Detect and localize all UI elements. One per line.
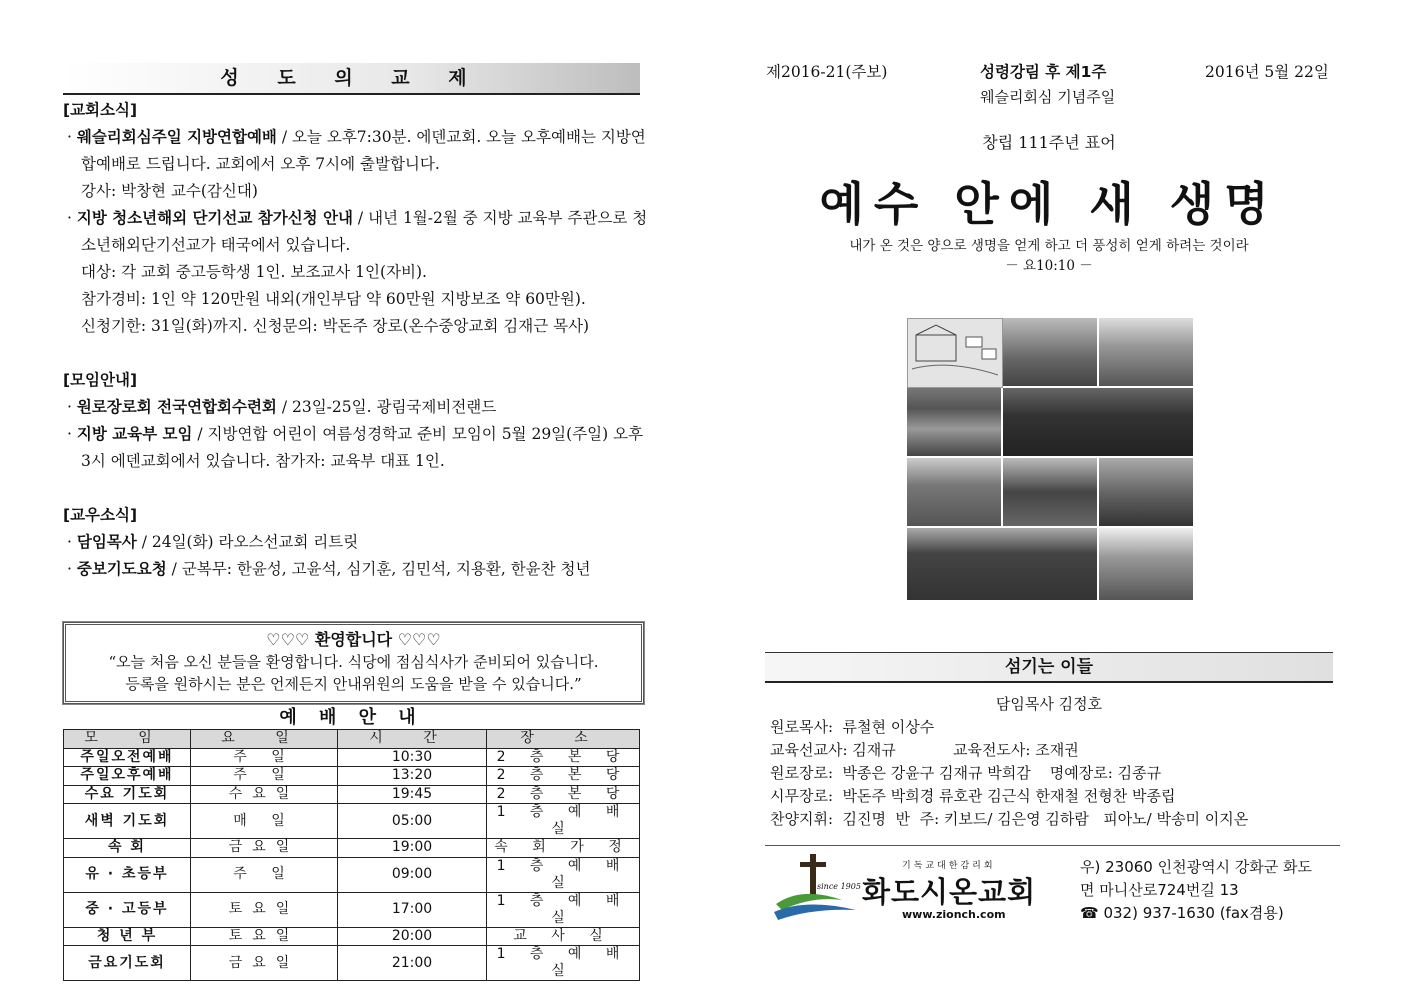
col-header: 시 간: [338, 730, 487, 749]
table-cell: 1 층 예 배 실: [487, 857, 640, 892]
motto-title: 예수 안에 새 생명: [819, 177, 1279, 231]
section-title-fellowship: 성 도 의 교 제: [63, 63, 640, 95]
table-cell: 금요일: [191, 946, 338, 981]
table-row: [64, 927, 640, 946]
issue-number: 제2016-21(주보): [766, 63, 888, 81]
table-cell: 13:20: [338, 767, 487, 786]
table-cell: 주일오후예배: [64, 767, 191, 786]
servers-title: 섬기는 이들: [765, 652, 1333, 683]
table-cell: 매 일: [191, 804, 338, 839]
welcome-line: 등록을 원하시는 분은 언제든지 안내위원의 도움을 받을 수 있습니다.”: [125, 675, 582, 693]
welcome-line: “오늘 처음 오신 분들을 환영합니다. 식당에 점심식사가 준비되어 있습니다.: [108, 653, 599, 671]
table-cell: 20:00: [338, 927, 487, 946]
servers-list: [770, 716, 1340, 831]
welcome-box: [63, 622, 644, 704]
verse-reference: － 요10:10 －: [1005, 258, 1093, 274]
logo-website: www.zionch.com: [902, 908, 1006, 921]
bulletin-date: 2016년 5월 22일: [1205, 63, 1329, 81]
server-line: 원로목사: 류철현 이상수: [770, 718, 935, 736]
col-header: 장 소: [487, 730, 640, 749]
server-line: 교육선교사: 김재규 교육전도사: 조재권: [770, 741, 1079, 759]
photo-drawing: [907, 318, 1003, 388]
notice-category: [모임안내]: [63, 371, 138, 389]
table-cell: 19:00: [338, 839, 487, 858]
notice-sub: 대상: 각 교회 중고등학생 1인. 보조교사 1인(자비).: [81, 263, 427, 281]
logo-since: since 1905: [817, 882, 861, 891]
table-row: [64, 946, 640, 981]
table-cell: 속 회: [64, 839, 191, 858]
service-schedule-title: 예 배 안 내: [279, 707, 424, 728]
table-row: [64, 857, 640, 892]
table-cell: 토요일: [191, 892, 338, 927]
table-row: [64, 767, 640, 786]
notice-item: · 웨슬리회심주일 지방연합예배 / 오늘 오후7:30분. 에덴교회. 오늘 오후예배는 지방연합예배로 드립니다. 교회에서 오후 7시에 출발합니다.: [67, 128, 646, 173]
table-cell: 1 층 예 배 실: [487, 804, 640, 839]
table-row: [64, 748, 640, 767]
table-cell: 수요 기도회: [64, 785, 191, 804]
table-cell: 주 일: [191, 767, 338, 786]
logo-denomination: 기독교대한감리회: [902, 861, 996, 871]
table-cell: 수요일: [191, 785, 338, 804]
notice-sub: 신청기한: 31일(화)까지. 신청문의: 박돈주 장로(온수중앙교회 김재근 목사): [81, 317, 590, 335]
table-cell: 속 회 가 정: [487, 839, 640, 858]
photo-children: [907, 458, 1001, 526]
table-cell: 새벽 기도회: [64, 804, 191, 839]
photo-congregation: [907, 388, 1001, 456]
notices-block: [63, 97, 648, 583]
table-cell: 중 · 고등부: [64, 892, 191, 927]
photo-choir: [1099, 528, 1193, 600]
table-row: [64, 804, 640, 839]
notice-sub: 참가경비: 1인 약 120만원 내외(개인부담 약 60만원 지방보조 약 60만원).: [81, 290, 586, 308]
welcome-title: ♡♡♡ 환영합니다 ♡♡♡: [266, 630, 441, 649]
table-row: [64, 785, 640, 804]
senior-pastor: 담임목사 김정호: [995, 695, 1103, 713]
table-cell: 주 일: [191, 857, 338, 892]
server-line: 원로장로: 박종은 강윤구 김재규 박희감 명예장로: 김종규: [770, 764, 1162, 782]
bible-verse: 내가 온 것은 양으로 생명을 얻게 하고 더 풍성히 얻게 하려는 것이라: [849, 238, 1249, 254]
table-cell: 금요기도회: [64, 946, 191, 981]
table-cell: 17:00: [338, 892, 487, 927]
table-cell: 청 년 부: [64, 927, 191, 946]
table-row: [64, 892, 640, 927]
server-line: 시무장로: 박돈주 박희경 류호관 김근식 한재철 전형찬 박종립: [770, 787, 1176, 805]
server-line: 찬양지휘: 김진명 반 주: 키보드/ 김은영 김하람 피아노/ 박송미 이지온: [770, 810, 1249, 828]
photo-church: [1003, 458, 1097, 526]
table-cell: 금요일: [191, 839, 338, 858]
table-cell: 2 층 본 당: [487, 785, 640, 804]
photo-building: [1099, 318, 1193, 386]
table-cell: 1 층 예 배 실: [487, 946, 640, 981]
service-schedule-table: [63, 729, 640, 981]
notice-category: [교회소식]: [63, 101, 138, 119]
phone-line: ☎ 032) 937-1630 (fax겸용): [1080, 904, 1284, 922]
table-cell: 10:30: [338, 748, 487, 767]
table-cell: 주일오전예배: [64, 748, 191, 767]
logo-church-name: 화도시온교회: [862, 875, 1037, 909]
table-cell: 21:00: [338, 946, 487, 981]
photo-worship-hall: [1003, 388, 1193, 456]
photo-meal: [1099, 458, 1193, 526]
address-line: 면 마니산로724번길 13: [1080, 881, 1239, 899]
table-cell: 19:45: [338, 785, 487, 804]
church-logo: [772, 852, 1072, 932]
table-cell: 토요일: [191, 927, 338, 946]
table-cell: 1 층 예 배 실: [487, 892, 640, 927]
address-line: 우) 23060 인천광역시 강화군 화도: [1080, 858, 1313, 876]
table-cell: 2 층 본 당: [487, 767, 640, 786]
notice-category: [교우소식]: [63, 506, 138, 524]
table-cell: 09:00: [338, 857, 487, 892]
notice-item: · 담임목사 / 24일(화) 라오스선교회 리트릿: [67, 533, 359, 551]
notice-item: · 원로장로회 전국연합회수련회 / 23일-25일. 광림국제비전랜드: [67, 398, 497, 416]
table-row: [64, 839, 640, 858]
col-header: 요 일: [191, 730, 338, 749]
liturgical-season: 성령강림 후 제1주: [980, 63, 1107, 81]
notice-item: · 지방 청소년해외 단기선교 참가신청 안내 / 내년 1월-2월 중 지방 교육부 주관으로 청소년해외단기선교가 태국에서 있습니다.: [67, 209, 648, 254]
motto-label: 창립 111주년 표어: [982, 133, 1116, 152]
photo-service: [907, 528, 1097, 600]
sunday-name: 웨슬리회심 기념주일: [980, 88, 1116, 106]
notice-item: · 지방 교육부 모임 / 지방연합 어린이 여름성경학교 준비 모임이 5월 29일(주일) 오후3시 에덴교회에서 있습니다. 참가자: 교육부 대표 1인.: [67, 425, 644, 470]
table-cell: 주 일: [191, 748, 338, 767]
photo-collage: [907, 318, 1193, 600]
notice-sub: 강사: 박창현 교수(감신대): [81, 182, 258, 200]
divider: [765, 845, 1340, 846]
photo-group: [1003, 318, 1097, 386]
table-cell: 교 사 실: [487, 927, 640, 946]
table-cell: 2 층 본 당: [487, 748, 640, 767]
address-block: [1080, 856, 1312, 925]
notice-item: · 중보기도요청 / 군복무: 한윤성, 고윤석, 심기훈, 김민석, 지용환, 한윤찬 청년: [67, 560, 591, 578]
col-header: 모 임: [64, 730, 191, 749]
table-cell: 유 · 초등부: [64, 857, 191, 892]
table-cell: 05:00: [338, 804, 487, 839]
